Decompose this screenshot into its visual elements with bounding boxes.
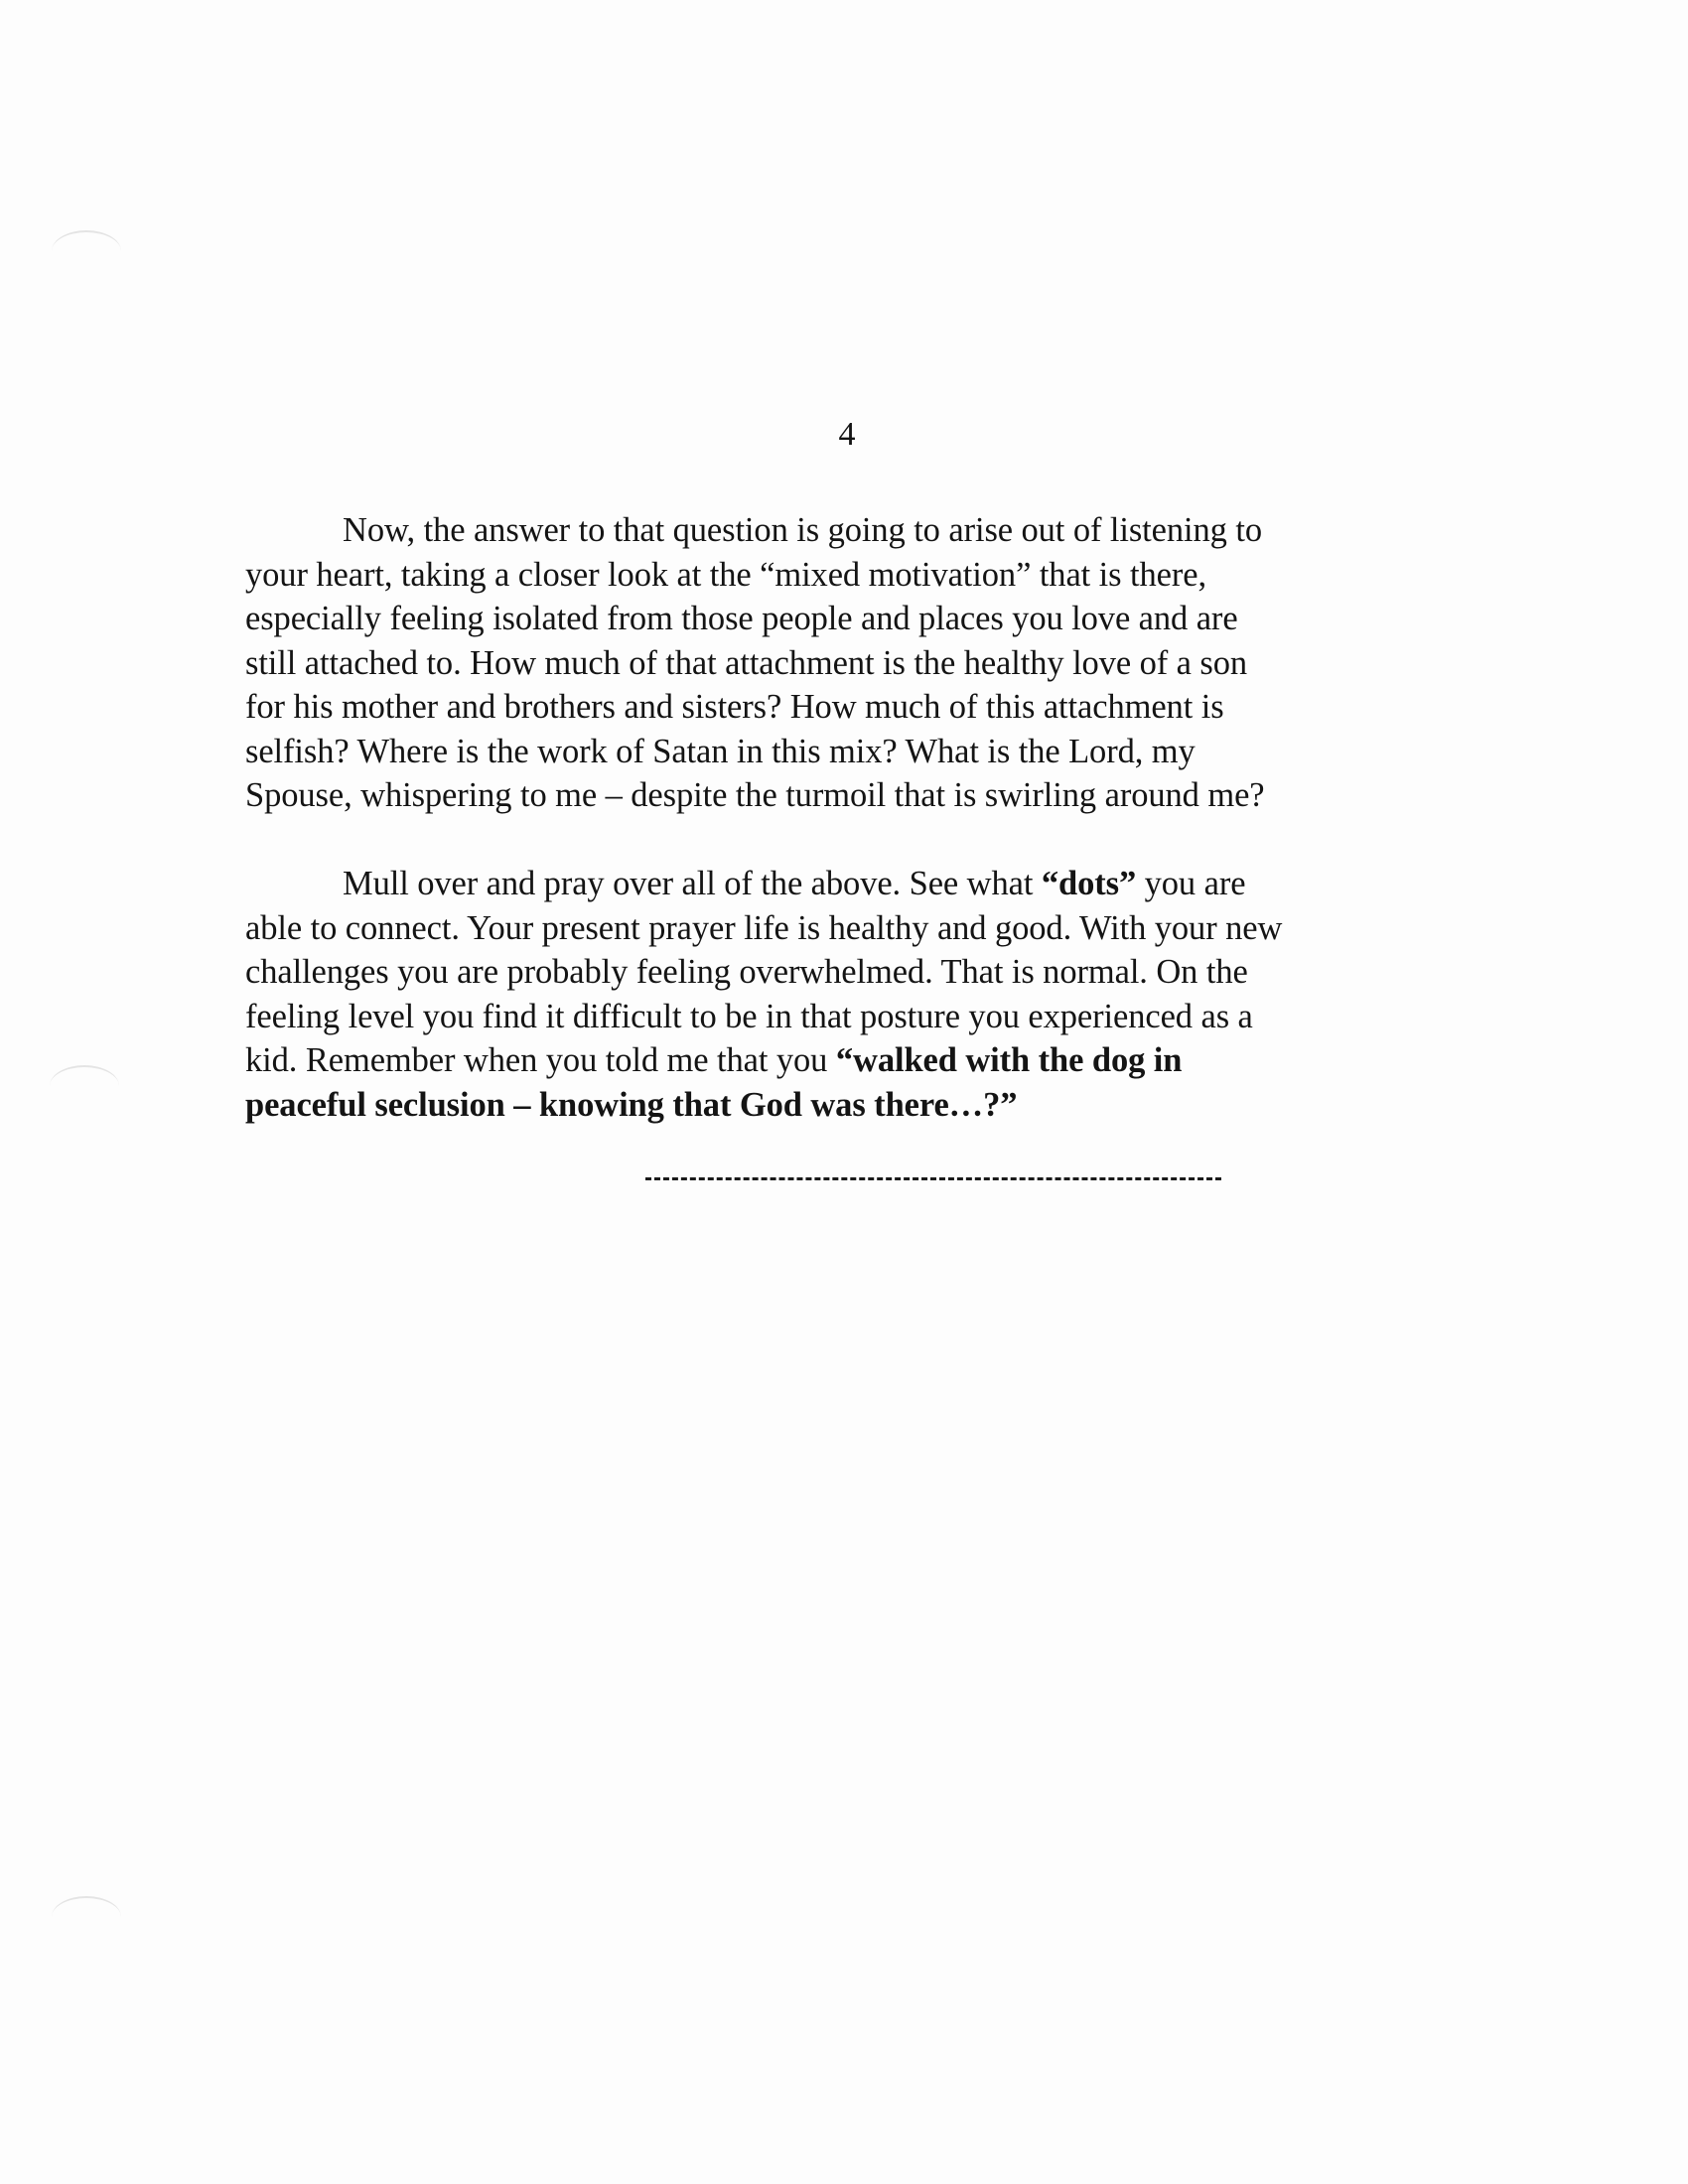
text-run: you are — [1136, 865, 1246, 902]
text-run: kid. Remember when you told me that you — [245, 1041, 836, 1079]
paragraph-line: especially feeling isolated from those people and places you love and are — [245, 600, 1238, 637]
paragraph-line: challenges you are probably feeling overwhelmed. That is normal. On the — [245, 953, 1248, 991]
paragraph-line — [245, 862, 1437, 906]
paragraph-line: your heart, taking a closer look at the “mixed motivation” that is there, — [245, 555, 1206, 594]
paragraph-2 — [245, 862, 1437, 1127]
punch-hole-mark — [52, 1896, 121, 1938]
paragraph-line: Spouse, whispering to me – despite the turmoil that is swirling around me? — [245, 776, 1265, 814]
punch-hole-mark — [50, 1065, 119, 1107]
paragraph-line: for his mother and brothers and sisters? How much of this attachment is — [245, 688, 1224, 726]
text-run: Mull over and pray over all of the above. See what — [343, 865, 1042, 902]
paragraph-line: still attached to. How much of that attachment is the healthy love of a son — [245, 643, 1248, 682]
section-divider — [645, 1177, 1221, 1180]
page-number: 4 — [838, 416, 856, 453]
paragraph-1 — [245, 508, 1437, 818]
punch-hole-mark — [52, 230, 121, 272]
paragraph-line: Now, the answer to that question is going to arise out of listening to — [343, 511, 1262, 549]
paragraph-line: able to connect. Your present prayer life is healthy and good. With your new — [245, 908, 1283, 947]
emphasis-dots: “dots” — [1041, 865, 1137, 902]
emphasis-quote: “walked with the dog in — [835, 1041, 1183, 1079]
paragraph-line: selfish? Where is the work of Satan in this mix? What is the Lord, my — [245, 732, 1196, 770]
emphasis-quote: peaceful seclusion – knowing that God was there…?” — [245, 1085, 1018, 1124]
paragraph-line: feeling level you find it difficult to be in that posture you experienced as a — [245, 997, 1253, 1035]
paragraph-line — [245, 1038, 1437, 1083]
